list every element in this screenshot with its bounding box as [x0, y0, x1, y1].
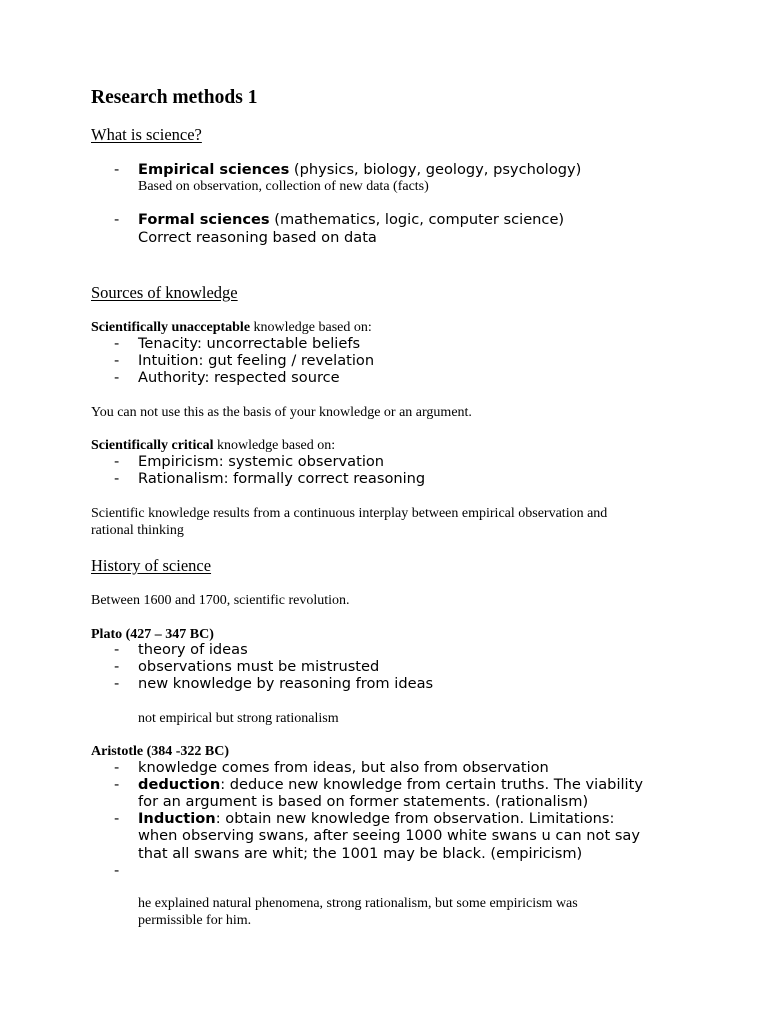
page-title: Research methods 1 — [91, 87, 258, 108]
heading-what-is-science: What is science? — [91, 125, 202, 144]
bullet-dash: - — [114, 352, 120, 369]
list-item-text: Empiricism: systemic observation — [138, 453, 385, 470]
induction-continuation-2: that all swans are whit; the 1001 may be black. (empiricism) — [138, 845, 583, 862]
bullet-dash: - — [114, 335, 120, 352]
deduction-continuation: for an argument is based on former statements. (rationalism) — [138, 793, 589, 810]
list-item-deduction — [0, 776, 768, 794]
deduction-text: : deduce new knowledge from certain truths. The viability — [220, 776, 643, 793]
list-item — [0, 675, 768, 693]
term-scientifically-unacceptable: Scientifically unacceptable — [91, 320, 251, 335]
list-item-empty — [0, 862, 768, 880]
bullet-dash: - — [114, 776, 120, 793]
induction-text: : obtain new knowledge from observation. Limitations: — [215, 810, 615, 827]
list-item-text: Authority: respected source — [138, 369, 340, 386]
list-item-text: new knowledge by reasoning from ideas — [138, 675, 434, 692]
unacceptable-rest: knowledge based on: — [250, 320, 372, 335]
list-item-text: observations must be mistrusted — [138, 658, 380, 675]
aristotle-note-line-1: he explained natural phenomena, strong rationalism, but some empiricism was — [138, 896, 578, 911]
empirical-note: Based on observation, collection of new data (facts) — [138, 179, 429, 194]
bullet-dash: - — [114, 453, 120, 470]
bullet-dash: - — [114, 369, 120, 386]
list-item — [0, 470, 768, 488]
history-intro: Between 1600 and 1700, scientific revolution. — [91, 593, 350, 608]
critical-intro — [91, 437, 335, 454]
list-item-text: Tenacity: uncorrectable beliefs — [138, 335, 361, 352]
list-item — [0, 658, 768, 676]
list-item — [0, 759, 768, 777]
conclusion-line-1: Scientific knowledge results from a continuous interplay between empirical observation and — [91, 506, 608, 521]
induction-continuation-1: when observing swans, after seeing 1000 white swans u can not say — [138, 827, 641, 844]
list-item — [0, 369, 768, 387]
list-item-induction — [0, 810, 768, 828]
bullet-dash: - — [114, 211, 120, 228]
conclusion-line-2: rational thinking — [91, 523, 184, 538]
term-scientifically-critical: Scientifically critical — [91, 438, 214, 453]
term-deduction: deduction — [138, 776, 221, 793]
plato-note: not empirical but strong rationalism — [138, 711, 339, 726]
bullet-dash: - — [114, 161, 120, 178]
list-item-formal — [0, 211, 768, 229]
formal-note: Correct reasoning based on data — [138, 229, 377, 246]
empirical-examples: (physics, biology, geology, psychology) — [289, 161, 582, 178]
aristotle-heading: Aristotle (384 -322 BC) — [91, 744, 230, 759]
bullet-dash: - — [114, 862, 120, 879]
list-item-text: Intuition: gut feeling / revelation — [138, 352, 375, 369]
list-item — [0, 352, 768, 370]
heading-history-of-science: History of science — [91, 556, 212, 575]
heading-sources-of-knowledge: Sources of knowledge — [91, 283, 238, 302]
bullet-dash: - — [114, 810, 120, 827]
bullet-dash: - — [114, 658, 120, 675]
bullet-dash: - — [114, 641, 120, 658]
list-item-text: knowledge comes from ideas, but also from observation — [138, 759, 549, 776]
bullet-dash: - — [114, 470, 120, 487]
term-induction: Induction — [138, 810, 216, 827]
formal-examples: (mathematics, logic, computer science) — [269, 211, 565, 228]
list-item — [0, 335, 768, 353]
list-item — [0, 641, 768, 659]
critical-rest: knowledge based on: — [213, 438, 336, 453]
list-item-text: theory of ideas — [138, 641, 248, 658]
list-item — [0, 453, 768, 471]
unacceptable-intro — [91, 319, 372, 336]
list-item-empirical — [0, 161, 768, 179]
bullet-dash: - — [114, 675, 120, 692]
warning-text: You can not use this as the basis of your knowledge or an argument. — [91, 405, 472, 420]
plato-heading: Plato (427 – 347 BC) — [91, 627, 214, 642]
bullet-dash: - — [114, 759, 120, 776]
aristotle-note-line-2: permissible for him. — [138, 913, 252, 928]
term-formal-sciences: Formal sciences — [138, 211, 270, 228]
list-item-text: Rationalism: formally correct reasoning — [138, 470, 426, 487]
term-empirical-sciences: Empirical sciences — [138, 161, 290, 178]
